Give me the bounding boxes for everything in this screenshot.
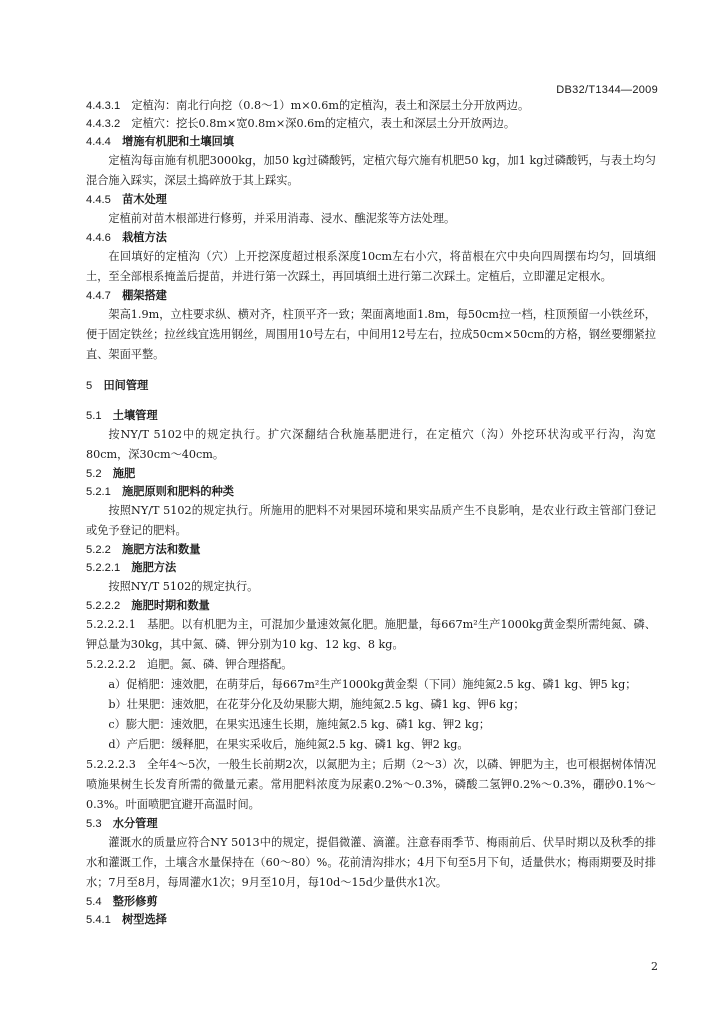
clause-text: 棚架搭建 (122, 289, 167, 302)
clause-text: 栽植方法 (122, 231, 167, 244)
section-gap (86, 365, 656, 377)
clause-line (86, 97, 656, 115)
section-heading (86, 287, 656, 305)
paragraph: 按照NY/T 5102的规定执行。 (108, 580, 259, 593)
clause-text: 施肥 (112, 467, 136, 480)
clause-number: 5.2.1 (86, 486, 111, 498)
clause-number: 5.2.2.2 (86, 600, 121, 612)
clause-text: 树型选择 (122, 913, 167, 926)
clause-number: 5.3 (86, 818, 102, 830)
clause-number: 4.4.3.2 (86, 118, 121, 130)
paragraph: 5.2.2.2.1 基肥。以有机肥为主，可混加少量速效氮化肥。施肥量，每667m²生产1000kg黄金梨所需纯氮、磷、钾总量为30kg，其中氮、磷、钾分别为10 kg、12 kg、8 kg。 (86, 618, 656, 651)
section-heading (86, 911, 656, 929)
clause-number: 5.2.2 (86, 544, 111, 556)
paragraph: 5.2.2.2.2 追肥。氮、磷、钾合理搭配。 (86, 658, 293, 671)
section-heading (86, 465, 656, 483)
paragraph: 灌溉水的质量应符合NY 5013中的规定，提倡微灌、滴灌。注意春雨季节、梅雨前后、伏旱时期以及秋季的排水和灌溉工作，土壤含水量保持在（60～80）%。花前清沟排水；4月下旬至5月下旬，适量供水；梅雨期要及时排水；7月至8月，每周灌水1次；9月至10月，每10d～15d少量供水1次。 (86, 836, 656, 889)
clause-text: 田间管理 (103, 379, 149, 392)
paragraph: 按NY/T 5102中的规定执行。扩穴深翻结合秋施基肥进行，在定植穴（沟）外挖环状沟或平行沟，沟宽80cm，深30cm～40cm。 (86, 428, 656, 461)
paragraph: d）产后肥：缓释肥，在果实采收后，施纯氮2.5 kg、磷1 kg、钾2 kg。 (108, 738, 469, 751)
section-heading (86, 815, 656, 833)
clause-text: 水分管理 (112, 817, 158, 830)
clause-text: 整形修剪 (112, 895, 158, 908)
paragraph: a）促梢肥：速效肥，在萌芽后，每667m²生产1000kg黄金梨（下同）施纯氮2.5 kg、磷1 kg、钾5 kg； (108, 678, 637, 691)
clause-number: 4.4.6 (86, 232, 111, 244)
clause-number: 5.1 (86, 410, 102, 422)
section-heading (86, 133, 656, 151)
clause-text: 定植穴：挖长0.8m×宽0.8m×深0.6m的定植穴，表土和深层土分开放两边。 (131, 117, 516, 130)
paragraph: c）膨大肥：速效肥，在果实迅速生长期，施纯氮2.5 kg、磷1 kg、钾2 kg； (108, 718, 491, 731)
section-heading (86, 893, 656, 911)
clause-number: 5.2 (86, 468, 102, 480)
clause-number: 5.4 (86, 896, 102, 908)
clause-number: 4.4.4 (86, 136, 111, 148)
paragraph: 5.2.2.2.3 全年4～5次，一般生长前期2次，以氮肥为主；后期（2～3）次，以磷、钾肥为主，也可根据树体情况喷施果树生长发育所需的微量元素。常用肥料浓度为尿素0.2%～0.3%，磷酸二氢钾0.2%～0.3%，硼砂0.1%～0.3%。叶面喷肥宜避开高温时间。 (86, 758, 656, 811)
clause-text: 施肥原则和肥料的种类 (122, 485, 234, 498)
paragraph: b）壮果肥：速效肥，在花芽分化及幼果膨大期，施纯氮2.5 kg、磷1 kg、钾6 kg； (108, 698, 525, 711)
page-number: 2 (651, 960, 658, 973)
clause-number: 4.4.3.1 (86, 100, 121, 112)
clause-text: 施肥时期和数量 (131, 599, 210, 612)
clause-number: 5.2.2.1 (86, 562, 121, 574)
clause-number: 4.4.5 (86, 194, 111, 206)
section-heading (86, 559, 656, 577)
section-heading (86, 377, 656, 395)
document-body (86, 97, 656, 929)
paragraph: 在回填好的定植沟（穴）上开挖深度超过根系深度10cm左右小穴，将苗根在穴中央向四周摆布均匀，回填细土，至全部根系掩盖后提苗，并进行第一次踩土，再回填细土进行第二次踩土。定植后，立即灌足定根水。 (86, 250, 656, 283)
section-heading (86, 541, 656, 559)
section-gap (86, 395, 656, 407)
standard-code: DB32/T1344—2009 (556, 84, 658, 96)
section-heading (86, 597, 656, 615)
clause-text: 定植沟：南北行向挖（0.8～1）m×0.6m的定植沟，表土和深层土分开放两边。 (131, 99, 530, 112)
section-heading (86, 407, 656, 425)
clause-number: 4.4.7 (86, 290, 111, 302)
paragraph: 按照NY/T 5102的规定执行。所施用的肥料不对果园环境和果实品质产生不良影响，是农业行政主管部门登记或免予登记的肥料。 (86, 504, 656, 537)
section-heading (86, 483, 656, 501)
section-heading (86, 229, 656, 247)
paragraph: 定植沟每亩施有机肥3000kg，加50 kg过磷酸钙，定植穴每穴施有机肥50 kg，加1 kg过磷酸钙，与表土均匀混合施入踩实，深层土捣碎放于其上踩实。 (86, 154, 656, 187)
paragraph: 定植前对苗木根部进行修剪，并采用消毒、浸水、醮泥浆等方法处理。 (108, 212, 456, 225)
section-heading (86, 191, 656, 209)
clause-text: 施肥方法和数量 (122, 543, 201, 556)
clause-number: 5.4.1 (86, 914, 111, 926)
clause-number: 5 (86, 380, 93, 392)
clause-text: 苗木处理 (122, 193, 167, 206)
paragraph: 架高1.9m，立柱要求纵、横对齐，柱顶平齐一致；架面离地面1.8m，每50cm拉一档，柱顶预留一小铁丝环，便于固定铁丝；拉丝线宜选用钢丝，周围用10号左右，中间用12号左右，拉成50cm×50cm的方格，钢丝要绷紧拉直、架面平整。 (86, 308, 656, 361)
clause-text: 土壤管理 (112, 409, 158, 422)
clause-line (86, 115, 656, 133)
clause-text: 增施有机肥和土壤回填 (122, 135, 234, 148)
clause-text: 施肥方法 (131, 561, 177, 574)
